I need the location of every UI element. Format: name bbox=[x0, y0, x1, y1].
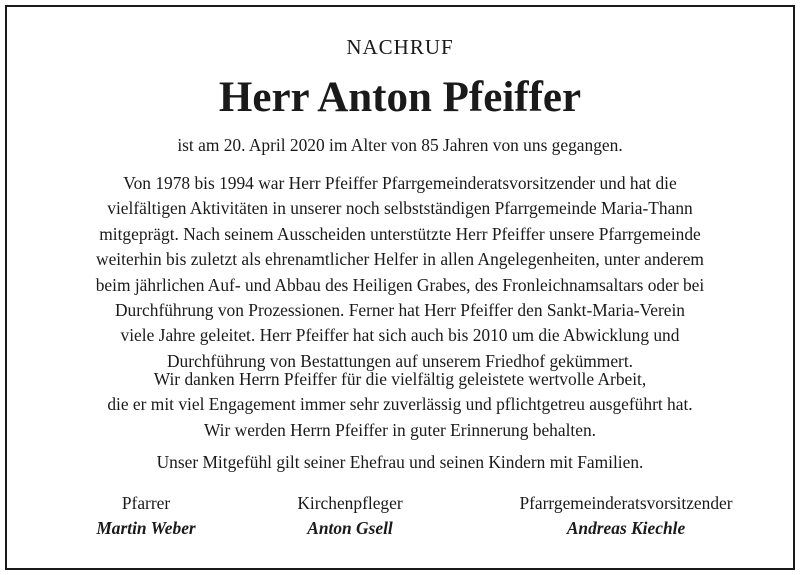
thanks-line: Wir werden Herrn Pfeiffer in guter Erinnerung behalten. bbox=[203, 419, 597, 440]
bio-line: Von 1978 bis 1994 war Herr Pfeiffer Pfarrgemeinderatsvorsitzender und hat die bbox=[123, 173, 677, 193]
bio-line: Durchführung von Prozessionen. Ferner hat Herr Pfeiffer den Sankt-Maria-Verein bbox=[114, 300, 685, 321]
signature-name: Andreas Kiechle bbox=[566, 518, 686, 538]
signature-name: Anton Gsell bbox=[307, 518, 393, 538]
intro-line: ist am 20. April 2020 im Alter von 85 Jahren von uns gegangen. bbox=[177, 135, 623, 155]
sympathy-line: Unser Mitgefühl gilt seiner Ehefrau und seinen Kindern mit Familien. bbox=[156, 452, 644, 472]
bio-line: viele Jahre geleitet. Herr Pfeiffer hat sich auch bis 2010 um die Abwicklung und bbox=[120, 325, 680, 346]
bio-line: vielfältigen Aktivitäten in unserer noch selbstständigen Pfarrgemeinde Maria-Thann bbox=[107, 198, 693, 219]
bio-line: Durchführung von Bestattungen auf unserem Friedhof gekümmert. bbox=[166, 350, 634, 371]
thanks-line: die er mit viel Engagement immer sehr zuverlässig und pflichtgetreu ausgeführt hat. bbox=[107, 394, 693, 415]
thanks-line: Wir danken Herrn Pfeiffer für die vielfältig geleistete wertvolle Arbeit, bbox=[153, 369, 647, 389]
intro-paragraph bbox=[20, 133, 780, 158]
bio-line: beim jährlichen Auf- und Abbau des Heiligen Grabes, des Fronleichnamsaltars oder bei bbox=[95, 274, 705, 295]
signature-role: Kirchenpfleger bbox=[297, 493, 403, 513]
signature-role: Pfarrer bbox=[121, 493, 171, 513]
signature-kirchenpfleger bbox=[265, 491, 435, 541]
signature-pfarrer bbox=[66, 491, 226, 541]
signature-role: Pfarrgemeinderatsvorsitzender bbox=[519, 493, 733, 513]
bio-line: mitgeprägt. Nach seinem Ausscheiden unterstützte Herr Pfeiffer unsere Pfarrgemeinde bbox=[99, 223, 701, 244]
biography-paragraph bbox=[20, 171, 780, 374]
bio-line: weiterhin bis zuletzt als ehrenamtlicher Helfer in allen Angelegenheiten, unter anderem bbox=[96, 249, 704, 270]
notice-heading: NACHRUF bbox=[346, 35, 454, 59]
signature-chairman bbox=[476, 491, 776, 541]
signature-name: Martin Weber bbox=[96, 518, 196, 538]
sympathy-paragraph bbox=[20, 450, 780, 475]
thanks-paragraph bbox=[20, 367, 780, 443]
deceased-name: Herr Anton Pfeiffer bbox=[218, 74, 582, 121]
